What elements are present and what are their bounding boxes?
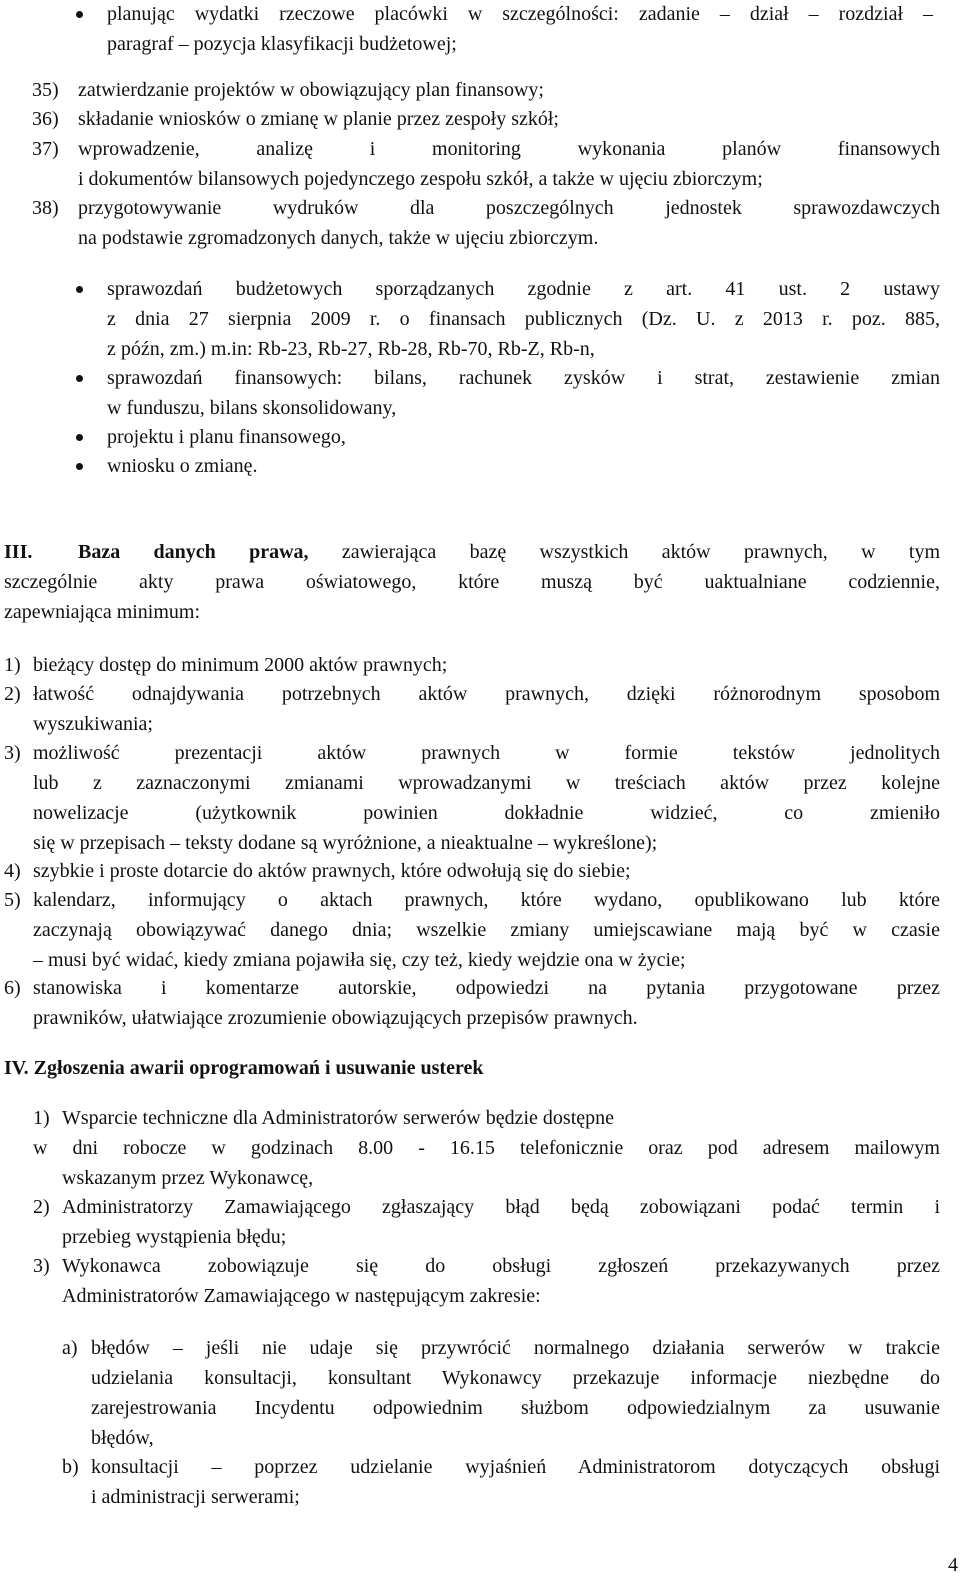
text-line: z dnia 27 sierpnia 2009 r. o finansach publicznych (Dz. U. z 2013 r. poz. 885, [107, 308, 940, 330]
item-number: b) [62, 1456, 79, 1478]
item-number: 38) [32, 197, 59, 219]
text-line: wskazanym przez Wykonawcę, [62, 1167, 314, 1189]
section-title: Baza danych prawa, [78, 541, 309, 563]
top-bullet-text [107, 0, 933, 59]
text-line: możliwość prezentacji aktów prawnych w formie tekstów jednolitych [33, 742, 940, 764]
text-line: Wykonawca zobowiązuje się do obsługi zgłoszeń przekazywanych przez [62, 1255, 940, 1277]
item-number: 36) [32, 108, 59, 130]
text-line: Wsparcie techniczne dla Administratorów serwerów będzie dostępne [62, 1107, 615, 1129]
bullet-icon [76, 434, 83, 441]
text-line: przygotowywanie wydruków dla poszczególnych jednostek sprawozdawczych [78, 197, 940, 219]
text-line: zawierająca bazę wszystkich aktów prawnych, w tym [341, 541, 941, 563]
text-line: udzielania konsultacji, konsultant Wykonawcy przekazuje informacje niezbędne do [91, 1367, 940, 1389]
item-text [33, 650, 940, 680]
text-line: kalendarz, informujący o aktach prawnych, które wydano, opublikowano lub które [33, 889, 940, 911]
sub-bullet-text [107, 422, 940, 452]
text-line: prawników, ułatwiające zrozumienie obowiązujących przepisów prawnych. [33, 1007, 638, 1029]
item-text [33, 738, 940, 858]
text-line: wyszukiwania; [33, 713, 153, 735]
item-number: 2) [4, 683, 21, 705]
section-iv-heading: IV. Zgłoszenia awarii oprogramowań i usuwanie usterek [4, 1057, 484, 1079]
text-line: błędów, [91, 1427, 154, 1449]
sub-bullet-text [107, 274, 940, 364]
text-line: składanie wniosków o zmianę w planie przez zespoły szkół; [78, 108, 559, 130]
item-number: 5) [4, 889, 21, 911]
text-line: szybkie i proste dotarcie do aktów prawnych, które odwołują się do siebie; [33, 860, 631, 882]
text-line: wniosku o zmianę. [107, 455, 258, 477]
item-text [33, 973, 940, 1033]
text-line: bieżący dostęp do minimum 2000 aktów prawnych; [33, 654, 448, 676]
text-line: Administratorzy Zamawiającego zgłaszający błąd będą zobowiązani podać termin i [62, 1196, 940, 1218]
item-text [78, 104, 938, 134]
text-line: i dokumentów bilansowych pojedynczego zespołu szkół, a także w ujęciu zbiorczym; [78, 168, 763, 190]
item-text [33, 679, 940, 739]
text-line: sprawozdań finansowych: bilans, rachunek zysków i strat, zestawienie zmian [107, 367, 940, 389]
text-line: wprowadzenie, analizę i monitoring wykonania planów finansowych [78, 138, 940, 160]
text-line: w funduszu, bilans skonsolidowany, [107, 397, 397, 419]
item-number: 3) [33, 1255, 50, 1277]
item-number: 37) [32, 138, 59, 160]
text-line: z późn, zm.) m.in: Rb-23, Rb-27, Rb-28, Rb-70, Rb-Z, Rb-n, [107, 338, 595, 360]
text-line: sprawozdań budżetowych sporządzanych zgodnie z art. 41 ust. 2 ustawy [107, 278, 940, 300]
page-number: 4 [948, 1554, 958, 1576]
text-line: nowelizacje (użytkownik powinien dokładnie widzieć, co zmieniło [33, 802, 940, 824]
item-text [78, 75, 938, 105]
item-text [78, 134, 940, 194]
bullet-icon [76, 11, 83, 18]
text-line: paragraf – pozycja klasyfikacji budżetowej; [107, 33, 457, 55]
section-number: III. [4, 541, 33, 563]
text-line: lub z zaznaczonymi zmianami wprowadzanymi w treściach aktów przez kolejne [33, 772, 940, 794]
text-line: się w przepisach – teksty dodane są wyróżnione, a nieaktualne – wykreślone); [33, 832, 658, 854]
bullet-icon [76, 375, 83, 382]
text-line: na podstawie zgromadzonych danych, także w ujęciu zbiorczym. [78, 227, 599, 249]
text-line: łatwość odnajdywania potrzebnych aktów prawnych, dzięki różnorodnym sposobom [33, 683, 940, 705]
item-number: 2) [33, 1196, 50, 1218]
text-line: stanowiska i komentarze autorskie, odpowiedzi na pytania przygotowane przez [33, 977, 940, 999]
text-line: zarejestrowania Incydentu odpowiednim służbom odpowiedzialnym za usuwanie [91, 1397, 940, 1419]
section-iii-intro [4, 537, 940, 627]
text-line: szczególnie akty prawa oświatowego, które muszą być uaktualniane codziennie, [4, 571, 940, 593]
item-text [62, 1103, 940, 1133]
sub-bullet-text [107, 451, 940, 481]
text-line: – musi być widać, kiedy zmiana pojawiła się, czy też, kiedy wejdzie ona w życie; [33, 949, 686, 971]
text-line: błędów – jeśli nie udaje się przywrócić normalnego działania serwerów w trakcie [91, 1337, 940, 1359]
item-number: 6) [4, 977, 21, 999]
item-text [62, 1251, 940, 1311]
item-text [33, 856, 940, 886]
text-line: w dni robocze w godzinach 8.00 - 16.15 telefonicznie oraz pod adresem mailowym [33, 1137, 940, 1159]
text-line: konsultacji – poprzez udzielanie wyjaśnień Administratorom dotyczących obsługi [91, 1456, 940, 1478]
text-line: planując wydatki rzeczowe placówki w szczególności: zadanie – dział – rozdział – [107, 3, 933, 25]
item-text [78, 193, 940, 253]
item-text [33, 1133, 940, 1193]
text-line: projektu i planu finansowego, [107, 426, 346, 448]
text-line: Administratorów Zamawiającego w następującym zakresie: [62, 1285, 541, 1307]
item-text [62, 1192, 940, 1252]
bullet-icon [76, 286, 83, 293]
bullet-icon [76, 463, 83, 470]
item-number: a) [62, 1337, 78, 1359]
item-text [91, 1452, 940, 1512]
item-number: 1) [33, 1107, 50, 1129]
item-number: 1) [4, 654, 21, 676]
text-line: zaczynają obowiązywać danego dnia; wszelkie zmiany umiejscawiane mają być w czasie [33, 919, 940, 941]
text-line: i administracji serwerami; [91, 1486, 300, 1508]
item-text [33, 885, 940, 975]
item-number: 3) [4, 742, 21, 764]
sub-bullet-text [107, 363, 940, 423]
item-number: 35) [32, 79, 59, 101]
text-line: zatwierdzanie projektów w obowiązujący plan finansowy; [78, 79, 544, 101]
text-line: zapewniająca minimum: [4, 601, 201, 623]
item-text [91, 1333, 940, 1453]
text-line: przebieg wystąpienia błędu; [62, 1226, 287, 1248]
text-line [4, 537, 940, 567]
item-number: 4) [4, 860, 21, 882]
